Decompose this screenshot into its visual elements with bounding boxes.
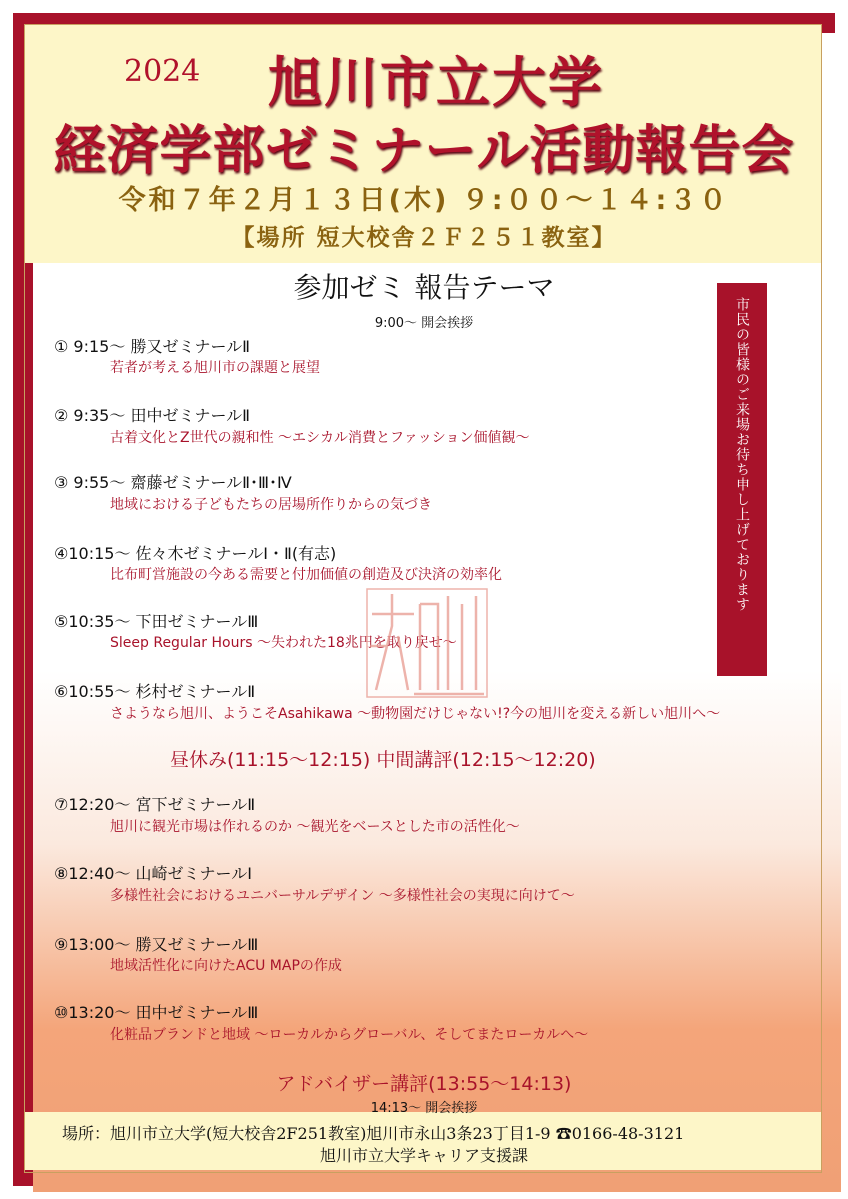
program-item-head: ④10:15～ 佐々木ゼミナールⅠ・Ⅱ(有志) — [54, 544, 337, 563]
program-item-theme: 地域における子どもたちの居場所作りからの気づき — [110, 497, 432, 513]
event-year: 2024 — [124, 54, 201, 89]
program-item-head: ⑥10:55～ 杉村ゼミナールⅡ — [54, 682, 256, 701]
opening-remarks: 9:00～ 開会挨拶 — [374, 316, 474, 331]
title-event: 経済学部ゼミナール活動報告会 — [53, 120, 795, 181]
program-item-theme: 旭川に観光市場は作れるのか ～観光をベースとした市の活性化～ — [110, 819, 520, 835]
program-title: 参加ゼミ 報告テーマ — [293, 271, 555, 304]
program-item-head: ① 9:15～ 勝又ゼミナールⅡ — [54, 337, 251, 356]
event-venue: 【場所 短大校舎２Ｆ２５１教室】 — [231, 225, 617, 251]
program-item-theme: 化粧品ブランドと地域 ～ローカルからグローバル、そしてまたローカルへ～ — [110, 1027, 589, 1043]
program-item-head: ⑨13:00～ 勝又ゼミナールⅢ — [54, 935, 259, 954]
university-logo-icon — [364, 586, 490, 700]
program-item-theme: Sleep Regular Hours ～失われた18兆円を取り戻せ～ — [110, 635, 457, 651]
welcome-banner — [717, 283, 767, 676]
program-item-head: ⑩13:20～ 田中ゼミナールⅢ — [54, 1003, 259, 1022]
event-datetime: 令和７年２月１３日(木) ９:００～１４:３０ — [118, 185, 730, 216]
closing-remarks: 14:13～ 開会挨拶 — [370, 1101, 478, 1116]
program-item-theme: 地域活性化に向けたACU MAPの作成 — [110, 958, 342, 974]
program-item-theme: 若者が考える旭川市の課題と展望 — [110, 360, 320, 376]
program-item-head: ⑦12:20～ 宮下ゼミナールⅡ — [54, 795, 256, 814]
footer-department: 旭川市立大学キャリア支援課 — [319, 1146, 528, 1165]
program-item-theme: 古着文化とZ世代の親和性 ～エシカル消費とファッション価値観～ — [110, 430, 530, 446]
footer-location: 場所：旭川市立大学(短大校舎2F251教室)旭川市永山3条23丁目1-9 ☎0166-48-3121 — [62, 1124, 685, 1143]
program-item-head: ⑤10:35～ 下田ゼミナールⅢ — [54, 612, 259, 631]
program-item-head: ③ 9:55～ 齋藤ゼミナールⅡ･Ⅲ･Ⅳ — [54, 473, 292, 492]
program-item-head: ⑧12:40～ 山崎ゼミナールⅠ — [54, 864, 252, 883]
advisor-review: アドバイザー講評(13:55～14:13) — [276, 1073, 572, 1095]
program-item-theme: さようなら旭川、ようこそAsahikawa ～動物園だけじゃない!?今の旭川を変える新しい旭川へ～ — [110, 706, 721, 722]
program-item-theme: 比布町営施設の今ある需要と付加価値の創造及び決済の効率化 — [110, 567, 502, 583]
title-university: 旭川市立大学 — [268, 50, 604, 114]
program-item-head: ② 9:35～ 田中ゼミナールⅡ — [54, 406, 251, 425]
welcome-text: 市民の皆様のご来場お待ち申し上げております — [734, 297, 750, 612]
lunch-break: 昼休み(11:15～12:15) 中間講評(12:15～12:20) — [170, 749, 596, 771]
program-item-theme: 多様性社会におけるユニバーサルデザイン ～多様性社会の実現に向けて～ — [110, 888, 575, 904]
